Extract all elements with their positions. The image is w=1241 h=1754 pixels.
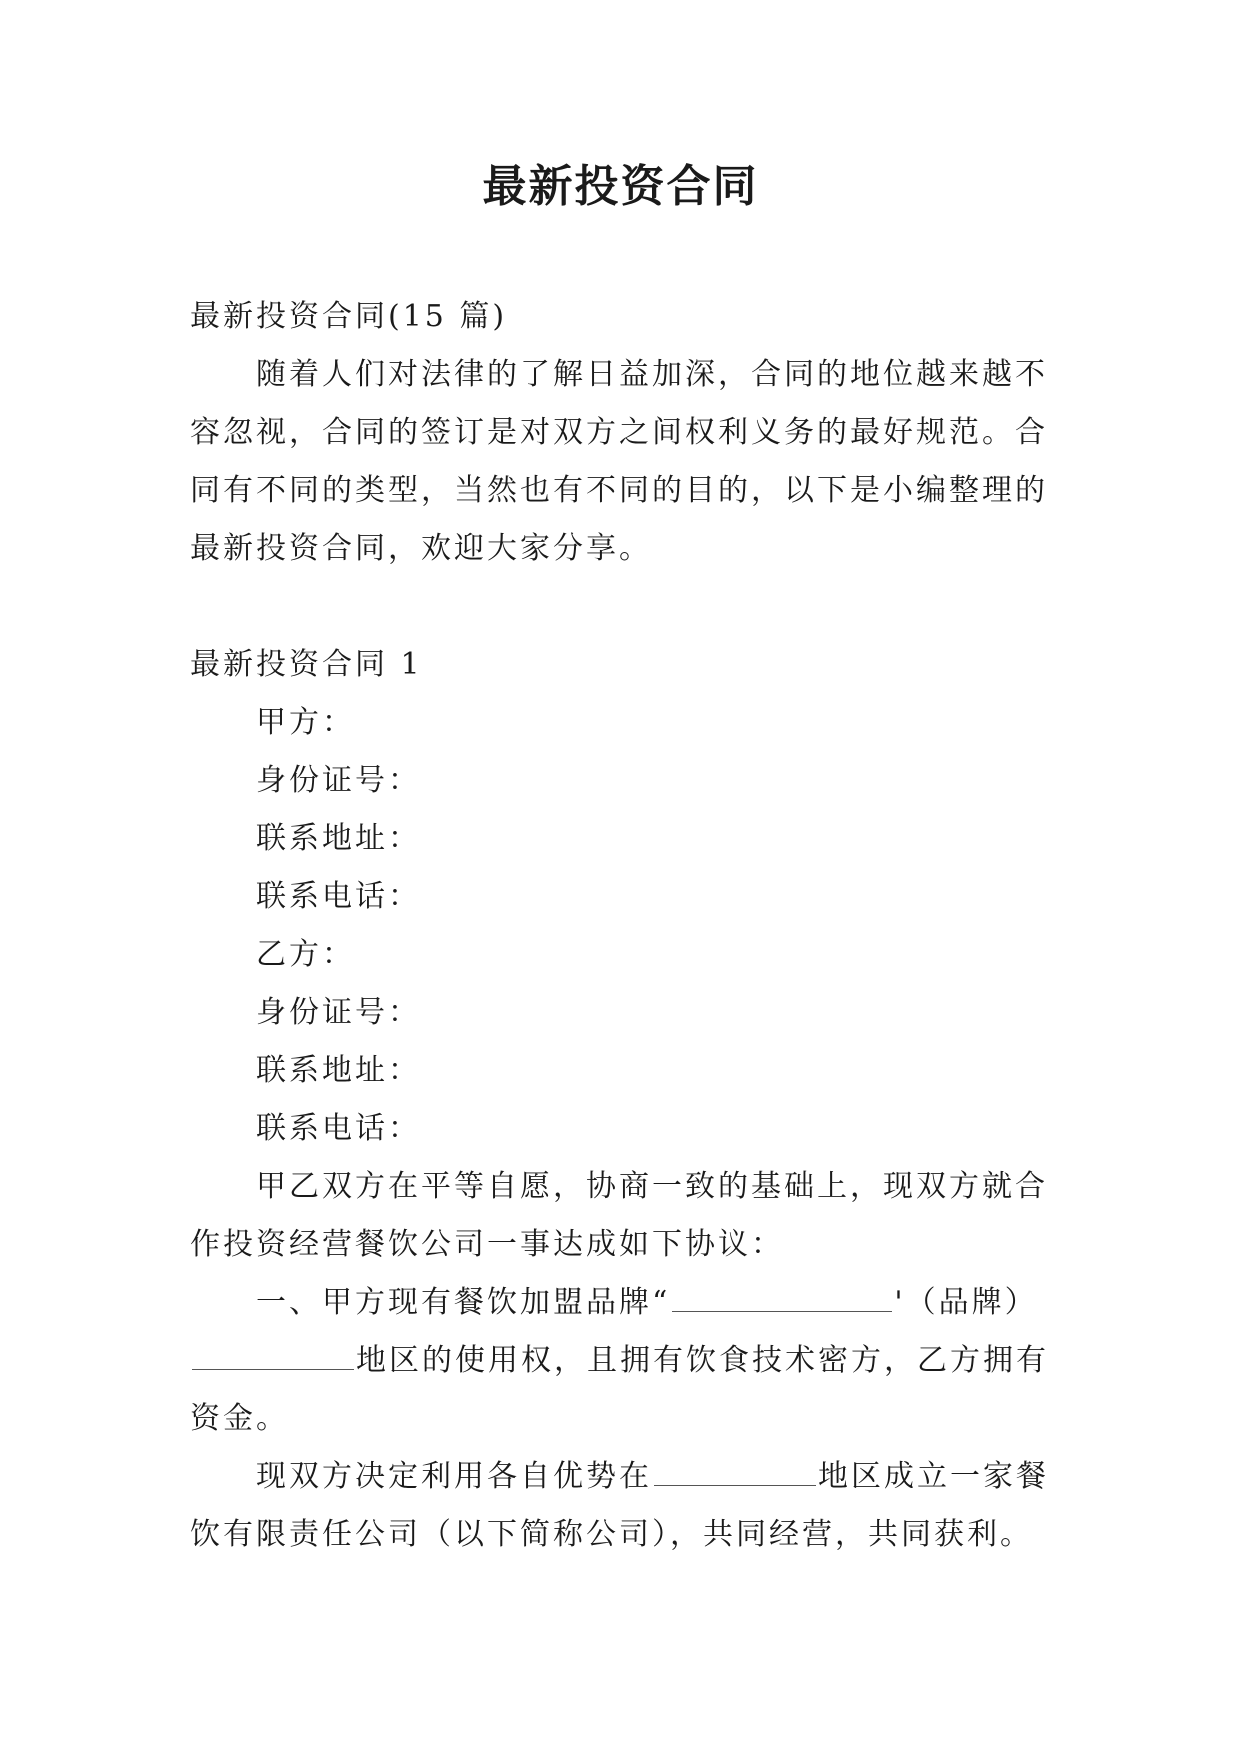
clause-1-text: '（品牌）	[894, 1285, 1038, 1320]
document-title: 最新投资合同	[482, 161, 759, 212]
section-heading: 最新投资合同 1	[190, 647, 423, 682]
clause-2-line	[190, 1448, 1050, 1506]
party-field-party-a: 甲方：	[256, 705, 355, 740]
party-field-address: 联系地址：	[256, 821, 421, 856]
clause-1-text: 地区的使用权，且拥有饮食技术密方，乙方拥有	[356, 1343, 1049, 1378]
party-field-id-number: 身份证号：	[256, 995, 421, 1030]
clause-2-text: 地区成立一家餐	[818, 1459, 1049, 1494]
clause-1-text: 一、甲方现有餐饮加盟品牌“	[256, 1285, 671, 1320]
party-field-phone: 联系电话：	[256, 1111, 421, 1146]
clause-2-text: 现双方决定利用各自优势在	[256, 1459, 652, 1494]
party-field-address: 联系地址：	[256, 1053, 421, 1088]
intro-line: 最新投资合同，欢迎大家分享。	[190, 531, 652, 566]
intro-line: 随着人们对法律的了解日益加深，合同的地位越来越不	[256, 357, 1048, 392]
paragraph-gap	[190, 578, 1050, 636]
brand-blank	[672, 1281, 892, 1312]
clause-1-line	[190, 1274, 1050, 1332]
clause-1-line: 资金。	[190, 1401, 289, 1436]
agreement-line: 甲乙双方在平等自愿，协商一致的基础上，现双方就合	[256, 1169, 1048, 1204]
party-field-party-b: 乙方：	[256, 937, 355, 972]
agreement-line: 作投资经营餐饮公司一事达成如下协议：	[190, 1227, 784, 1262]
intro-line: 同有不同的类型，当然也有不同的目的，以下是小编整理的	[190, 473, 1048, 508]
document-body	[190, 288, 1050, 1564]
document-subtitle: 最新投资合同(15 篇)	[190, 299, 508, 334]
location-blank	[654, 1455, 816, 1486]
party-field-id-number: 身份证号：	[256, 763, 421, 798]
clause-1-line	[190, 1332, 1050, 1390]
region-blank	[192, 1339, 354, 1370]
party-field-phone: 联系电话：	[256, 879, 421, 914]
clause-2-line: 饮有限责任公司（以下简称公司），共同经营，共同获利。	[190, 1517, 1033, 1552]
intro-line: 容忽视，合同的签订是对双方之间权利义务的最好规范。合	[190, 415, 1048, 450]
